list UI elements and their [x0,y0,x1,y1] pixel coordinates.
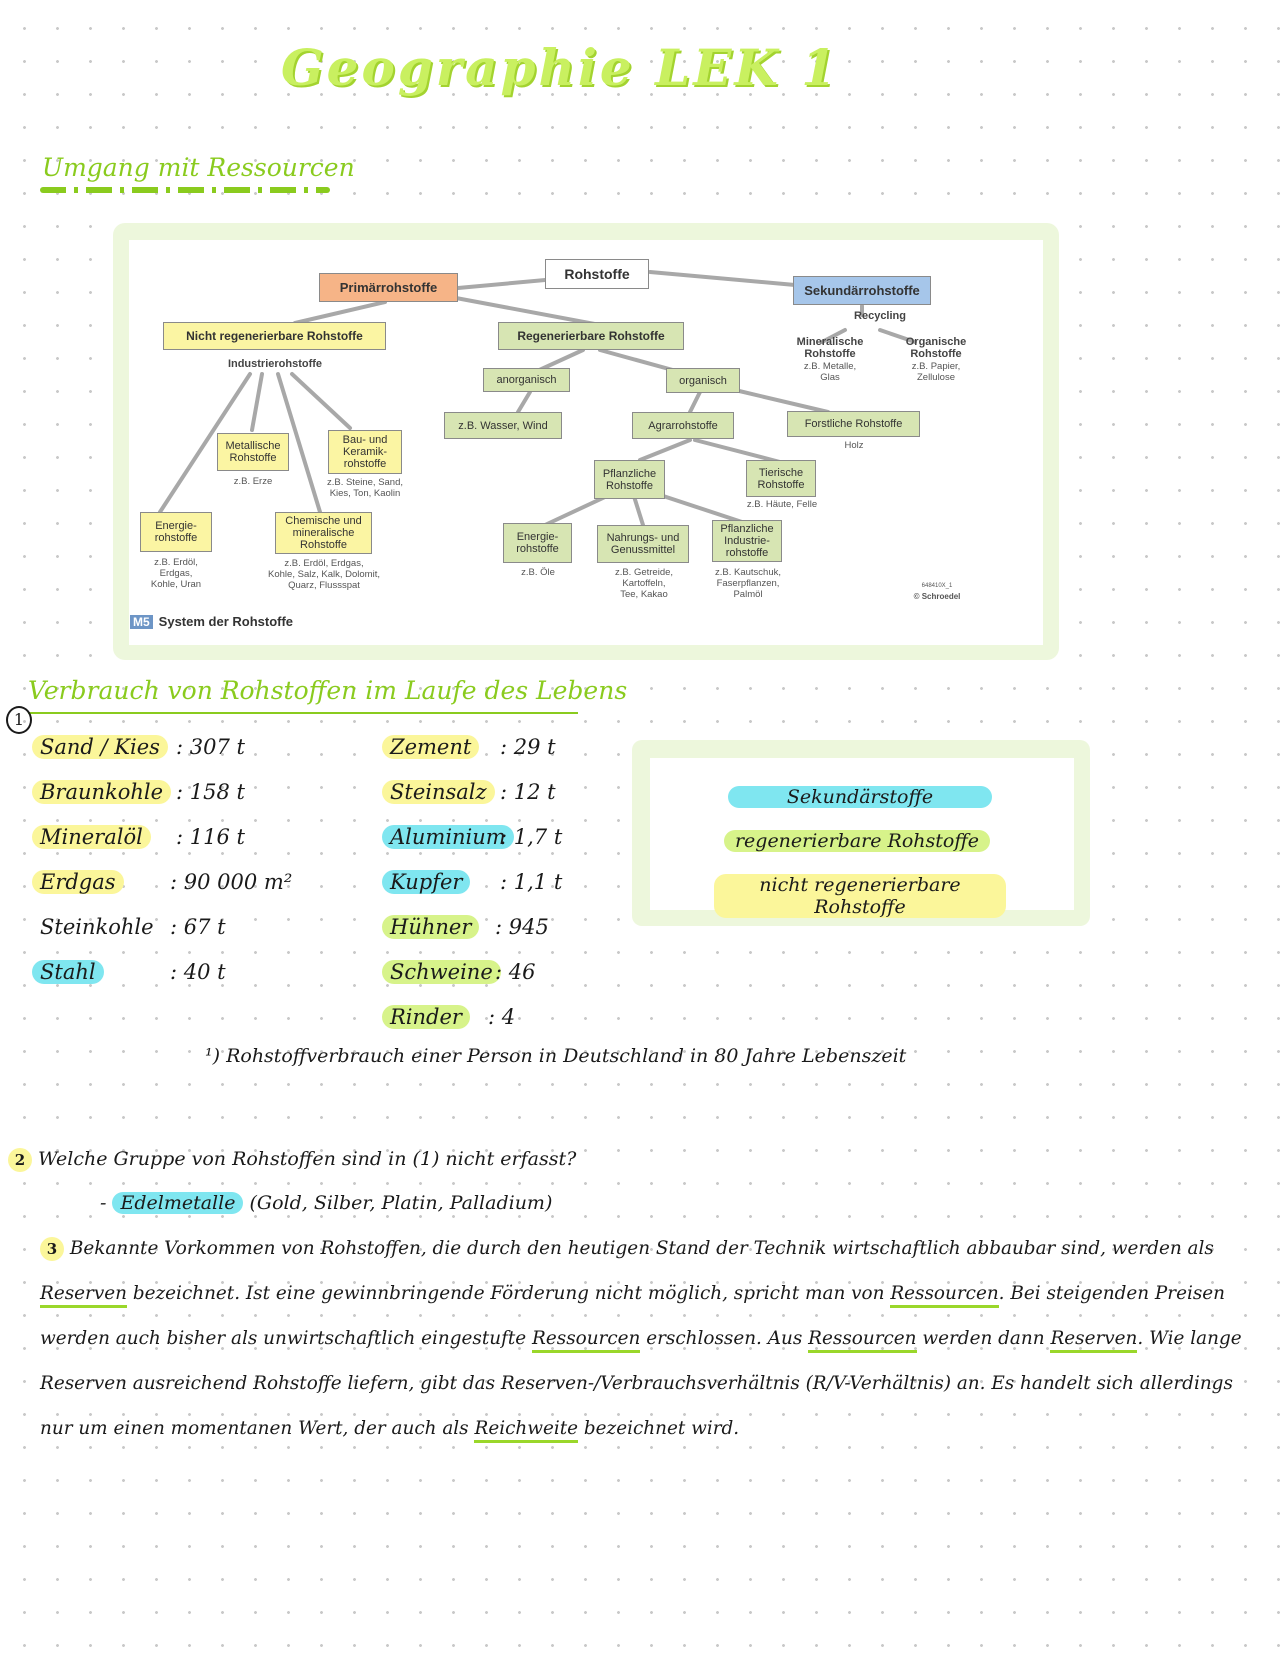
material-value: : 29 t [500,735,556,759]
question-number: 3 [40,1237,64,1261]
node-energierohstoffe-nicht-reg: Energie- rohstoffe [140,512,212,552]
paragraph-text: werden dann [922,1328,1045,1349]
example-metallische: z.B. Erze [233,476,273,487]
publisher-credit: © Schroedel [913,592,961,601]
material-label: Aluminium [382,825,514,849]
node-rohstoffe: Rohstoffe [545,259,649,289]
material-value: : 12 t [500,780,556,804]
material-label: Sand / Kies [32,735,168,759]
footnote: ¹) Rohstoffverbrauch einer Person in Deutschland in 80 Jahre Lebenszeit [205,1045,907,1067]
answer-3-paragraph [40,1226,1265,1451]
node-wasser-wind: z.B. Wasser, Wind [444,412,562,439]
paragraph-text: Bekannte Vorkommen von Rohstoffen, die durch den heutigen Stand der Technik wirtschaftlich abbaubar sind, werden als [69,1238,1214,1259]
node-organisch: organisch [666,368,740,393]
material-label: Erdgas [32,870,124,894]
node-forstliche-rohstoffe: Forstliche Rohstoffe [787,411,920,437]
figure-caption [130,614,293,629]
node-regenerierbar: Regenerierbare Rohstoffe [498,322,684,350]
material-label: Rinder [382,1005,470,1029]
material-label: Schweine [382,960,501,984]
node-pflanzliche-rohstoffe: Pflanzliche Rohstoffe [594,460,665,499]
example-nahrungs: z.B. Getreide, Kartoffeln, Tee, Kakao [614,567,674,600]
material-label: Zement [382,735,479,759]
question-text: Welche Gruppe von Rohstoffen sind in (1) nicht erfasst? [38,1148,577,1170]
figure-code: 648410X_1 [921,583,953,589]
example-energie-reg: z.B. Öle [521,567,555,578]
material-label: Steinsalz [382,780,495,804]
paragraph-text: . Wie lange Reserven ausreichend Rohstoffe liefern, gibt das Reserven-/Verbrauchsverhältnis (R/V-Verhältnis) an. Es handelt sich allerdings nur um einen momentanen Wert, der auch als [40,1328,1242,1439]
example-energie-nicht-reg: z.B. Erdöl, Erdgas, Kohle, Uran [150,557,202,590]
material-value: : 67 t [170,915,226,939]
label-recycling: Recycling [854,310,906,322]
legend-item-sekundaerstoffe: Sekundärstoffe [728,786,992,808]
connector-line [735,390,828,412]
node-chemische-mineralische: Chemische und mineralische Rohstoffe [275,512,372,554]
answer-dash: - [100,1192,107,1214]
paragraph-text: erschlossen. Aus [646,1328,803,1349]
term-ressourcen: Ressourcen [532,1328,640,1353]
example-tierische: z.B. Häute, Felle [746,499,818,510]
example-chemische: z.B. Erdöl, Erdgas, Kohle, Salz, Kalk, Dolomit, Quarz, Flussspat [268,558,380,591]
item-marker-1: 1 [6,706,32,734]
legend-item-regenerierbar: regenerierbare Rohstoffe [724,830,990,852]
example-pflanzliche-industrie: z.B. Kautschuk, Faserpflanzen, Palmöl [714,567,781,600]
material-value: : 307 t [176,735,245,759]
node-metallische-rohstoffe: Metallische Rohstoffe [217,433,289,471]
node-nicht-regenerierbar: Nicht regenerierbare Rohstoffe [163,322,386,350]
material-value: : 40 t [170,960,226,984]
connector-line [518,392,530,412]
question-2 [8,1148,576,1172]
example-forstliche: Holz [844,440,864,451]
heading-underline [28,712,578,714]
node-pflanzliche-industrierohstoffe: Pflanzliche Industrie- rohstoffe [712,520,782,562]
term-ressourcen: Ressourcen [808,1328,916,1353]
label-organische-rohstoffe: Organische Rohstoffe [905,336,967,360]
answer-2 [100,1192,552,1214]
node-nahrungs-genussmittel: Nahrungs- und Genussmittel [597,525,689,563]
node-energierohstoffe-reg: Energie- rohstoffe [503,523,572,563]
material-value: : 4 [488,1005,516,1029]
connector-line [640,440,690,460]
material-value: : 46 [495,960,536,984]
label-mineralische-rohstoffe: Mineralische Rohstoffe [796,336,864,360]
example-mineralische: z.B. Metalle, Glas [803,361,857,383]
term-reserven: Reserven [40,1283,127,1308]
connector-line [252,374,262,430]
term-reserven: Reserven [1050,1328,1137,1353]
caption-badge: M5 [130,615,153,629]
material-label: Stahl [32,960,104,984]
material-label: Mineralöl [32,825,151,849]
example-bau-keramik: z.B. Steine, Sand, Kies, Ton, Kaolin [326,477,404,499]
term-ressourcen: Ressourcen [890,1283,998,1308]
material-label: Steinkohle [40,915,154,939]
answer-detail: (Gold, Silber, Platin, Palladium) [249,1192,553,1214]
label-industrierohstoffe: Industrierohstoffe [227,358,323,370]
node-bau-keramik: Bau- und Keramik- rohstoffe [328,430,402,474]
connector-line [292,374,350,428]
question-number: 2 [8,1148,32,1172]
paragraph-text: bezeichnet. Ist eine gewinnbringende Förderung nicht möglich, spricht man von [132,1283,885,1304]
node-sekundaerrohstoffe: Sekundärrohstoffe [793,276,931,305]
connector-line [295,302,385,323]
answer-highlight: Edelmetalle [112,1192,243,1214]
section-heading-text: Verbrauch von Rohstoffen im Laufe des Lebens [28,676,628,705]
material-label: Hühner [382,915,479,939]
material-value: : 116 t [176,825,245,849]
example-organische: z.B. Papier, Zellulose [911,361,961,383]
section-heading-verbrauch [28,676,627,705]
connector-line [650,272,795,285]
material-value: : 158 t [176,780,245,804]
node-primaerrohstoffe: Primärrohstoffe [319,273,458,302]
material-label: Kupfer [382,870,470,894]
material-label: Braunkohle [32,780,171,804]
term-reichweite: Reichweite [474,1418,578,1443]
caption-text: System der Rohstoffe [158,614,294,629]
section-heading-text: Umgang mit Ressourcen [42,153,355,182]
connector-line [690,392,700,412]
connector-line [695,440,780,462]
node-anorganisch: anorganisch [483,368,570,392]
node-tierische-rohstoffe: Tierische Rohstoffe [746,460,816,497]
material-value: : 90 000 m² [170,870,293,894]
page-title: Geographie LEK 1 [280,38,839,97]
paragraph-text: . Bei steigenden Preisen werden auch bisher als unwirtschaftlich eingestufte [40,1283,1226,1349]
material-value: : 1,1 t [500,870,563,894]
connector-line [440,295,600,325]
legend-item-nicht-regenerierbar: nicht regenerierbare Rohstoffe [714,874,1006,918]
paragraph-text: bezeichnet wird. [583,1418,740,1439]
material-value: : 945 [495,915,549,939]
material-value: : 1,7 t [500,825,563,849]
node-agrarrohstoffe: Agrarrohstoffe [632,412,734,439]
